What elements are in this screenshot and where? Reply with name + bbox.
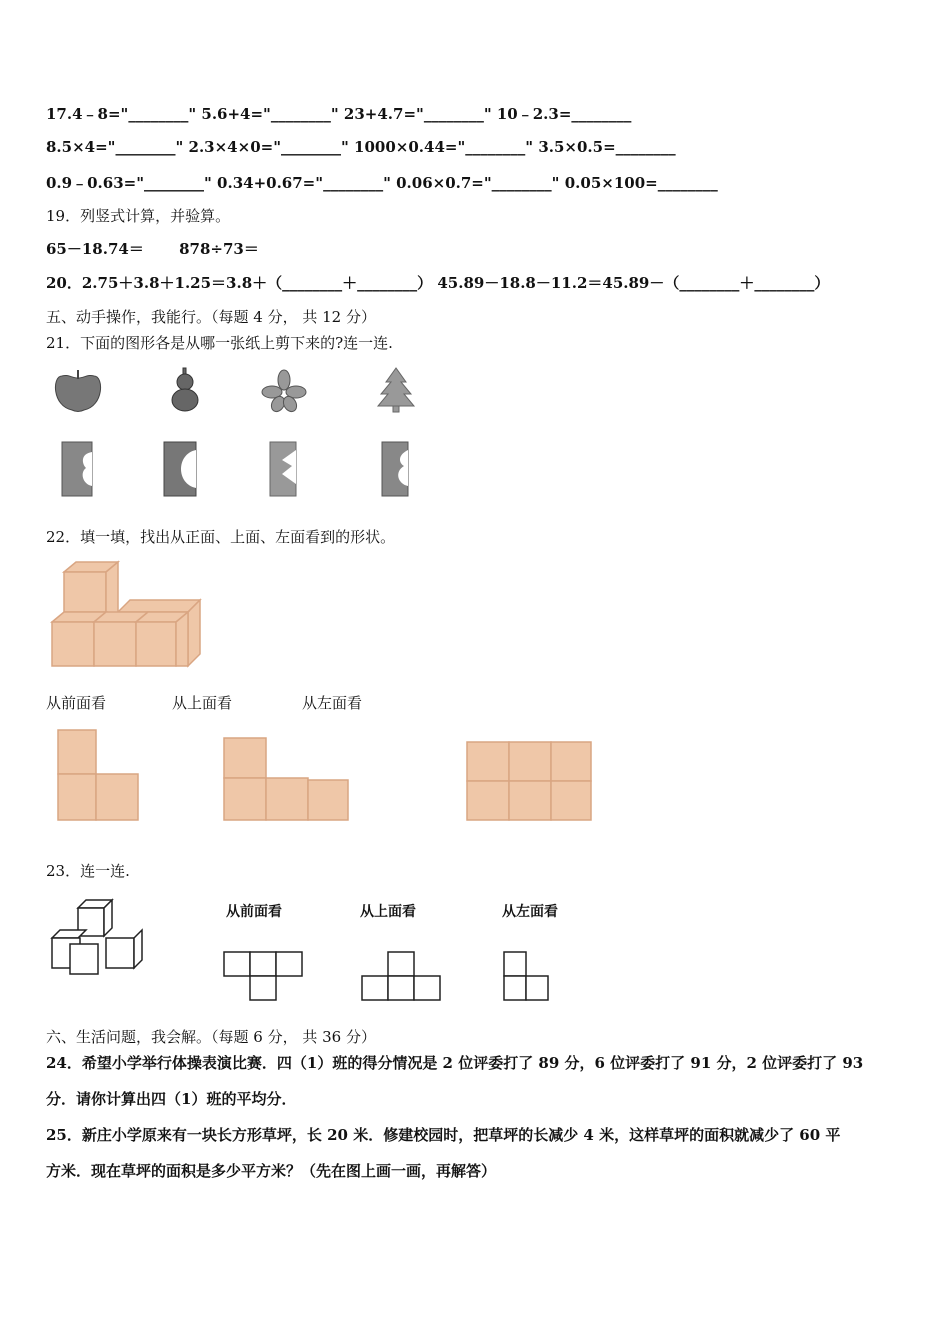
q23-view-top-label: 从上面看 [360, 904, 416, 920]
q22-view-options [56, 728, 596, 824]
paper-2 [164, 442, 196, 496]
q19-items: 65－18.74＝ 878÷73＝ [46, 240, 259, 258]
q22-view-front-label: 从前面看 [46, 694, 107, 712]
flower-shape [262, 370, 306, 414]
q23-front-view [224, 952, 302, 1000]
paper-4 [382, 442, 408, 496]
q23-title: 23．连一连. [46, 862, 130, 880]
q21-paper-sheets [60, 440, 420, 500]
section-6-heading: 六、生活问题，我会解。（每题 6 分， 共 36 分） [46, 1028, 376, 1046]
q25-line-2: 方米．现在草坪的面积是多少平方米？（先在图上画一画，再解答） [46, 1162, 497, 1180]
q22-view-top-label: 从上面看 [172, 694, 233, 712]
view-option-1 [58, 730, 138, 820]
paper-1 [62, 442, 92, 496]
q23-view-left-label: 从左面看 [502, 904, 558, 920]
tree-shape [378, 368, 414, 412]
q25-line-1: 25．新庄小学原来有一块长方形草坪，长 20 米．修建校园时，把草坪的长减少 4 米，这样草坪的面积就减少了 60 平 [46, 1126, 841, 1144]
q20-text: 20．2.75＋3.8＋1.25＝3.8＋（________＋________） 45.89－18.8－11.2＝45.89－（________＋________） [46, 274, 830, 292]
q23-left-view [504, 952, 548, 1000]
paper-3 [270, 442, 296, 496]
arith-row-2: 8.5×4="________" 2.3×4×0="________" 1000×0.44="________" 3.5×0.5=________ [46, 138, 676, 156]
q21-cut-shapes [50, 366, 430, 416]
arith-row-3: 0.9﹣0.63="________" 0.34+0.67="________" 0.06×0.7="________" 0.05×100=________ [46, 174, 718, 192]
q21-title: 21．下面的图形各是从哪一张纸上剪下来的?连一连. [46, 334, 393, 352]
q19-title: 19．列竖式计算，并验算。 [46, 207, 231, 225]
arith-row-1: 17.4﹣8="________" 5.6+4="________" 23+4.7="________" 10﹣2.3=________ [46, 105, 632, 123]
q22-title: 22．填一填，找出从正面、上面、左面看到的形状。 [46, 528, 396, 546]
q22-view-left-label: 从左面看 [302, 694, 363, 712]
q23-top-view [362, 952, 440, 1000]
q23-cube-stack [50, 898, 160, 978]
q24-line-2: 分．请你计算出四（1）班的平均分． [46, 1090, 297, 1108]
section-5-heading: 五、动手操作，我能行。（每题 4 分， 共 12 分） [46, 308, 376, 326]
view-option-2 [224, 738, 348, 820]
apple-shape [55, 370, 100, 412]
q23-view-front-label: 从前面看 [226, 904, 282, 920]
q24-line-1: 24．希望小学举行体操表演比赛．四（1）班的得分情况是 2 位评委打了 89 分，6 位评委打了 91 分，2 位评委打了 93 [46, 1054, 864, 1072]
q22-cube-stack [50, 560, 210, 670]
q23-view-diagrams [220, 948, 560, 1004]
gourd-shape [172, 368, 198, 411]
view-option-3 [467, 742, 591, 820]
